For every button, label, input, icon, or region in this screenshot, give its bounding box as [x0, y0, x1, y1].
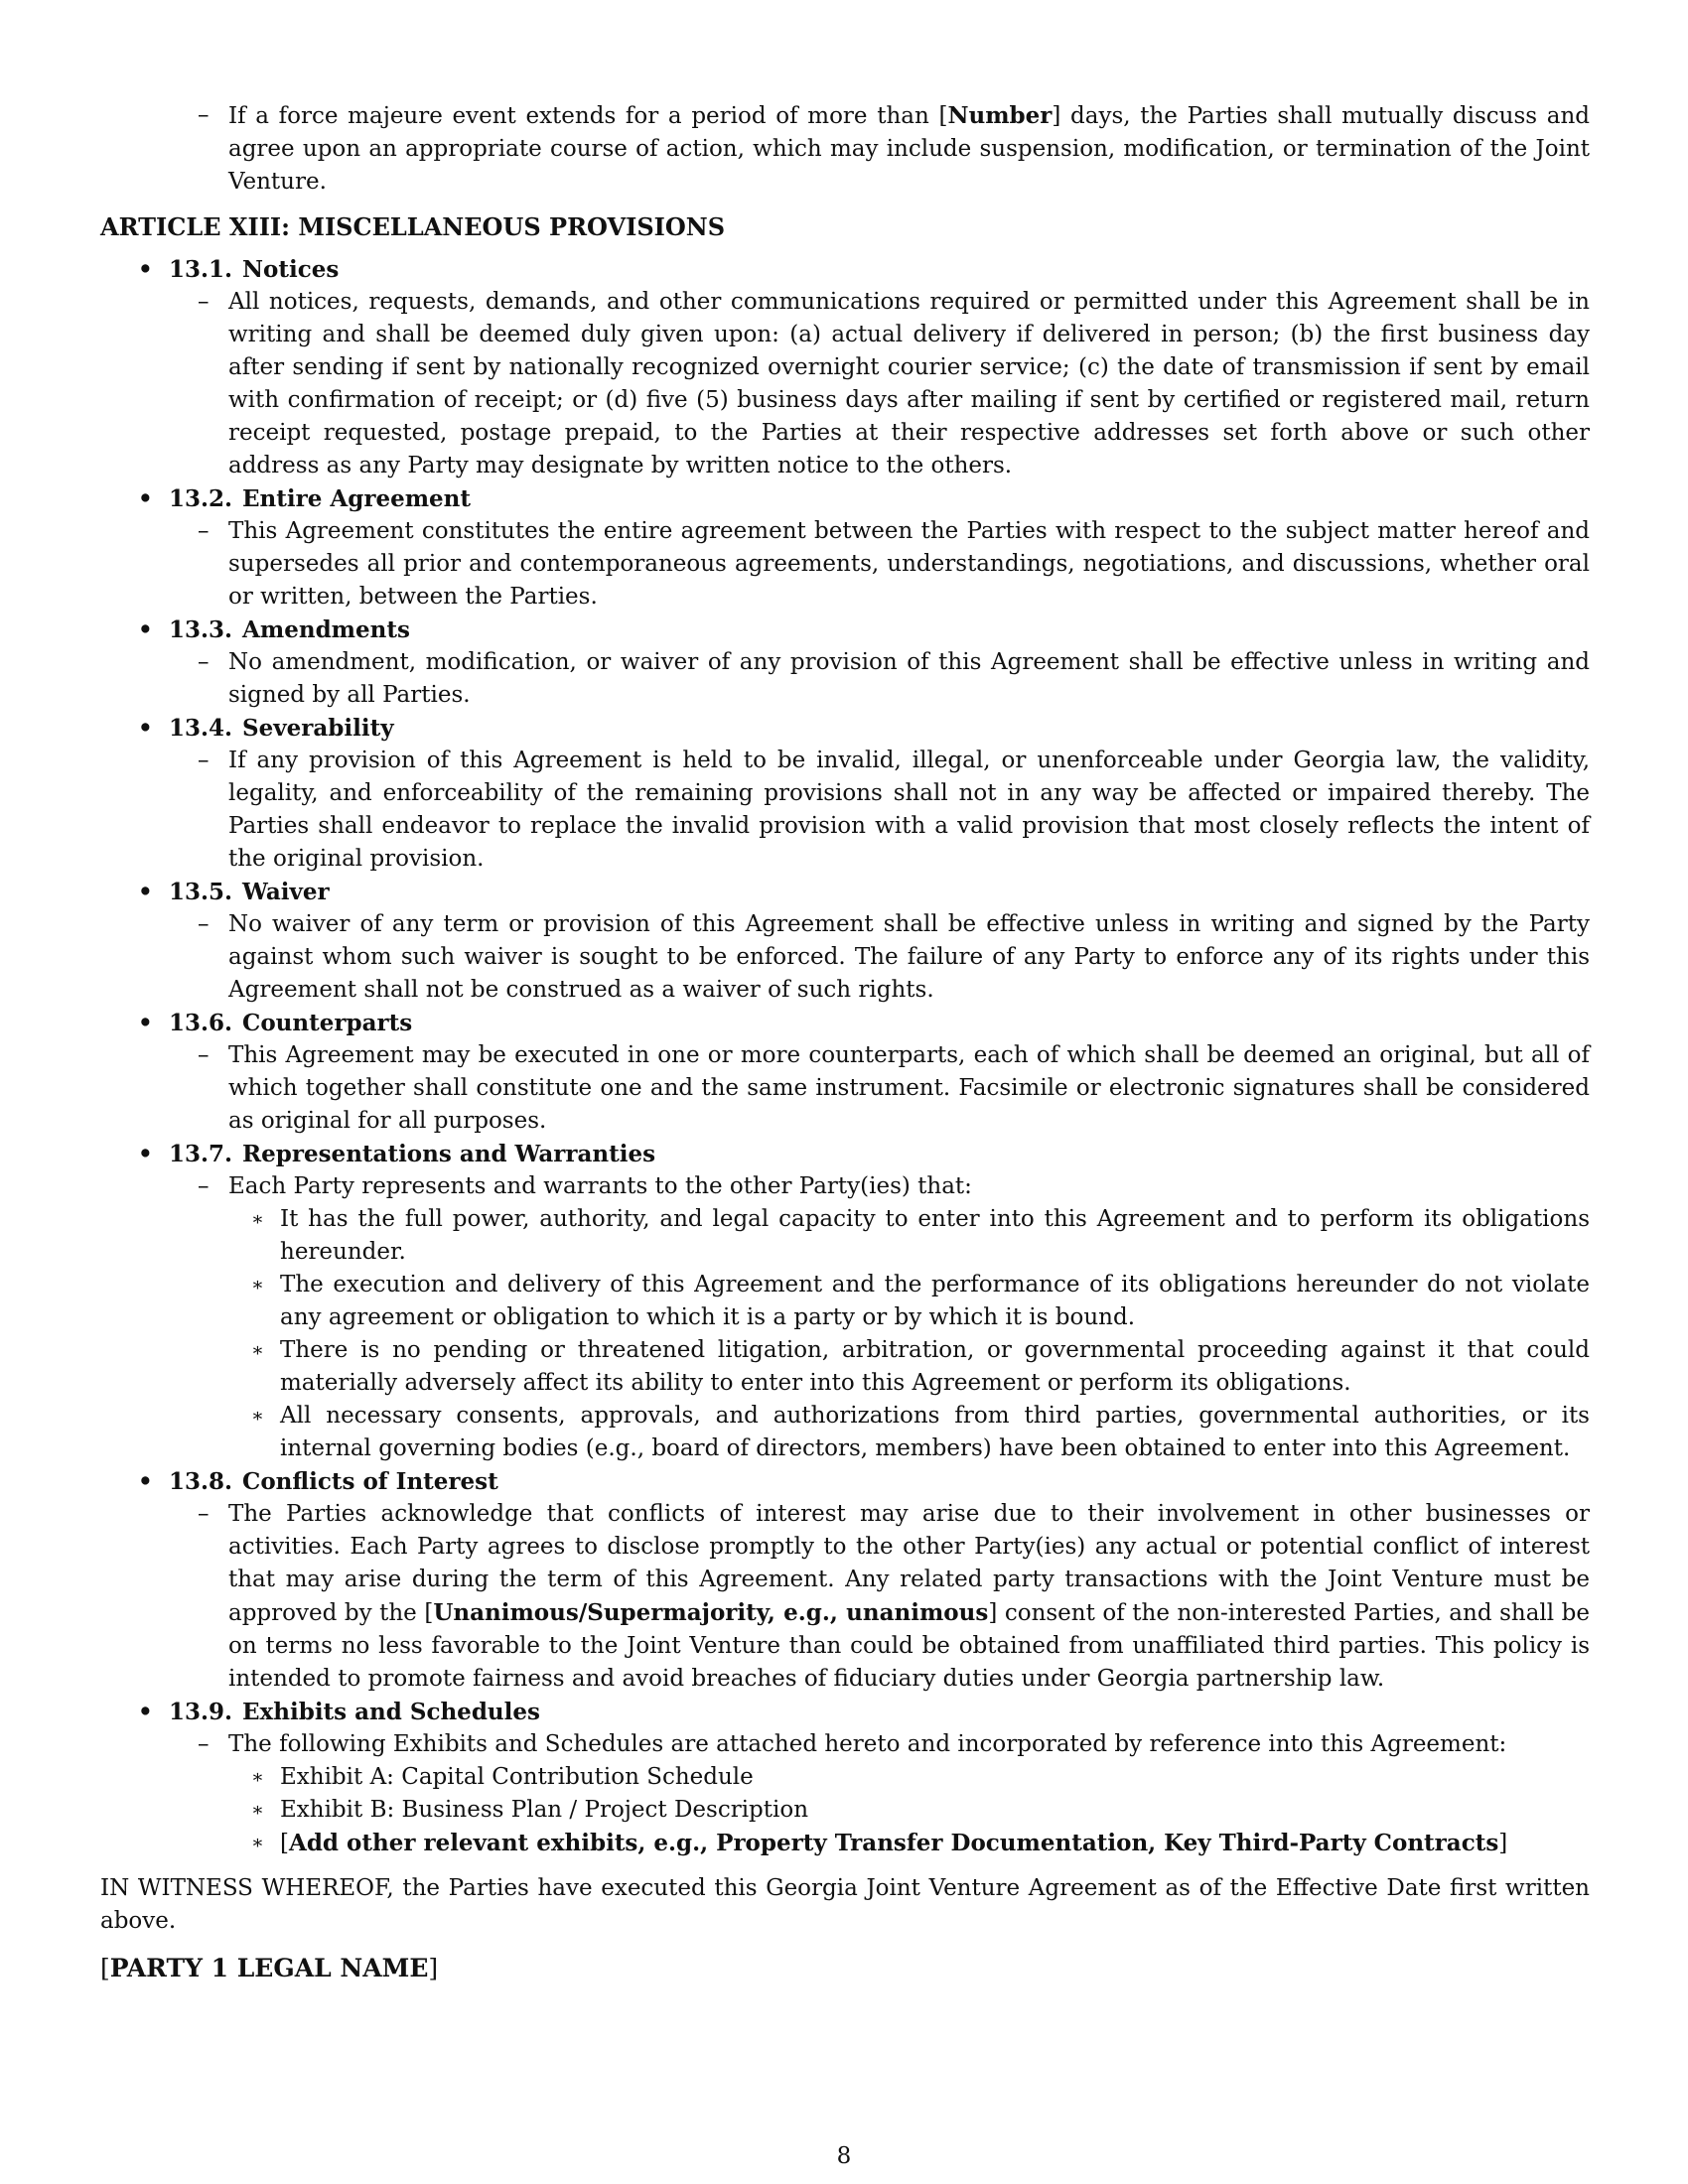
bracket: ] — [988, 1600, 998, 1626]
star-marker: ∗ — [251, 1405, 264, 1427]
bracket: [ — [424, 1600, 434, 1626]
section-number: 13.5. — [169, 879, 233, 905]
section-text-notices — [100, 286, 1590, 482]
list-item — [100, 1334, 1590, 1400]
bullet-marker: • — [138, 1699, 153, 1725]
section-number: 13.4. — [169, 715, 233, 742]
dash-marker: – — [198, 911, 210, 937]
section-heading-severability — [100, 712, 1590, 745]
paragraph: If any provision of this Agreement is held to be invalid, illegal, or unenforceable under Georgia law, the validity, legality, and enforceability of the remaining provisions shall not in any way be affected or impaired thereby. The Parties shall endeavor to replace the invalid provision with a valid provision that most closely reflects the intent of the original provision. — [228, 748, 1590, 872]
star-marker: ∗ — [251, 1208, 264, 1230]
section-number: 13.1. — [169, 256, 233, 283]
exhibit-text: Exhibit A: Capital Contribution Schedule — [280, 1764, 754, 1790]
list-item-text: There is no pending or threatened litigation, arbitration, or governmental proceeding against it that could materially adversely affect its ability to enter into this Agreement or perform its obligations. — [280, 1337, 1590, 1396]
bracket: ] — [428, 1954, 439, 1982]
bracket: [ — [938, 103, 948, 129]
section-number: 13.9. — [169, 1699, 233, 1725]
list-item-text: It has the full power, authority, and legal capacity to enter into this Agreement and to perform its obligations hereunder. — [280, 1206, 1590, 1265]
bullet-marker: • — [138, 1141, 153, 1167]
star-marker: ∗ — [251, 1274, 264, 1296]
section-text-counterparts — [100, 1039, 1590, 1138]
star-marker: ∗ — [251, 1339, 264, 1361]
exhibit-text: Exhibit B: Business Plan / Project Description — [280, 1797, 809, 1823]
section-heading-notices — [100, 253, 1590, 286]
party1-signature-name — [100, 1952, 1590, 1984]
clause-text: If a force majeure event extends for a period of more than — [228, 103, 939, 129]
list-item — [100, 1400, 1590, 1465]
section-text-exhibits — [100, 1728, 1590, 1761]
bullet-marker: • — [138, 879, 153, 905]
witness-clause: IN WITNESS WHEREOF, the Parties have executed this Georgia Joint Venture Agreement as of the Effective Date first written above. — [100, 1875, 1590, 1934]
bullet-marker: • — [138, 1468, 153, 1495]
exhibit-item — [100, 1794, 1590, 1827]
section-heading-waiver — [100, 876, 1590, 908]
section-heading-amendments — [100, 614, 1590, 646]
dash-marker: – — [198, 102, 210, 128]
paragraph: All notices, requests, demands, and other communications required or permitted under this Agreement shall be in writing and shall be deemed duly given upon: (a) actual delivery if delivered in person; (b) the first business day after sending if sent by nationally recognized overnight courier service; (c) the date of transmission if sent by email with confirmation of receipt; or (d) five (5) business days after mailing if sent by certified or registered mail, return receipt requested, postage prepaid, to the Parties at their respective addresses set forth above or such other address as any Party may designate by written notice to the others. — [228, 289, 1590, 478]
paragraph: consent of the non-interested Parties, and shall be on terms no less favorable to the Joint Venture than could be obtained from unaffiliated third parties. This policy is intended to promote fairness and avoid breaches of fiduciary duties under Georgia partnership law. — [228, 1600, 1591, 1692]
placeholder-approval-threshold: Unanimous/Supermajority, e.g., unanimous — [433, 1599, 989, 1626]
force-majeure-clause — [100, 99, 1590, 199]
paragraph: This Agreement may be executed in one or more counterparts, each of which shall be deemed an original, but all of which together shall constitute one and the same instrument. Facsimile or electronic signatures shall be considered as original for all purposes. — [228, 1042, 1590, 1134]
section-heading-representations — [100, 1138, 1590, 1170]
dash-marker: – — [198, 1501, 210, 1527]
bullet-marker: • — [138, 1010, 153, 1036]
list-item — [100, 1269, 1590, 1334]
list-item-text: The execution and delivery of this Agreement and the performance of its obligations hereunder do not violate any agreement or obligation to which it is a party or by which it is bound. — [280, 1272, 1590, 1330]
dash-marker: – — [198, 649, 210, 675]
section-number: 13.3. — [169, 616, 233, 643]
list-item-text: All necessary consents, approvals, and authorizations from third parties, governmental authorities, or its internal governing bodies (e.g., board of directors, members) have been obtained to enter into this Agreement. — [280, 1403, 1590, 1461]
bracket: [ — [100, 1954, 110, 1982]
star-marker: ∗ — [251, 1766, 264, 1788]
section-title: Conflicts of Interest — [242, 1468, 498, 1495]
placeholder-other-exhibits: Add other relevant exhibits, e.g., Property Transfer Documentation, Key Third-Party Contracts — [288, 1830, 1499, 1856]
bullet-marker: • — [138, 485, 153, 512]
star-marker: ∗ — [251, 1832, 264, 1853]
dash-marker: – — [198, 1042, 210, 1068]
bullet-marker: • — [138, 256, 153, 283]
section-title: Waiver — [242, 879, 330, 905]
section-title: Representations and Warranties — [242, 1141, 656, 1167]
bullet-marker: • — [138, 715, 153, 742]
star-marker: ∗ — [251, 1799, 264, 1821]
paragraph: Each Party represents and warrants to the other Party(ies) that: — [228, 1173, 972, 1199]
section-title: Severability — [242, 715, 394, 742]
bracket: [ — [280, 1831, 289, 1856]
section-heading-exhibits — [100, 1696, 1590, 1728]
section-title: Counterparts — [242, 1010, 413, 1036]
section-text-waiver — [100, 908, 1590, 1007]
section-title: Notices — [242, 256, 340, 283]
exhibit-item — [100, 1761, 1590, 1794]
paragraph: The following Exhibits and Schedules are attached hereto and incorporated by reference into this Agreement: — [228, 1731, 1507, 1757]
dash-marker: – — [198, 1731, 210, 1757]
document-page — [100, 99, 1590, 1984]
paragraph: This Agreement constitutes the entire agreement between the Parties with respect to the subject matter hereof and supersedes all prior and contemporaneous agreements, understandings, negotiations, and discussions, whether oral or written, between the Parties. — [228, 518, 1590, 610]
placeholder-party1-name: PARTY 1 LEGAL NAME — [109, 1954, 429, 1982]
section-number: 13.2. — [169, 485, 233, 512]
bullet-marker: • — [138, 616, 153, 643]
dash-marker: – — [198, 518, 210, 544]
section-title: Entire Agreement — [242, 485, 472, 512]
section-text-amendments — [100, 646, 1590, 712]
article-heading: ARTICLE XIII: MISCELLANEOUS PROVISIONS — [100, 212, 726, 241]
section-text-representations — [100, 1170, 1590, 1203]
section-title: Exhibits and Schedules — [242, 1699, 540, 1725]
dash-marker: – — [198, 748, 210, 773]
page-number: 8 — [836, 2143, 852, 2169]
paragraph: The Parties acknowledge that conflicts of interest may arise due to their involvement in other businesses or activities. Each Party agrees to disclose promptly to the other Party(ies) any actual or potential conflict of interest that may arise during the term of this Agreement. Any related party transactions with the Joint Venture must be approved by the — [228, 1501, 1590, 1626]
section-text-entire-agreement — [100, 515, 1590, 614]
bracket: ] — [1052, 103, 1061, 129]
section-heading-entire-agreement — [100, 482, 1590, 515]
dash-marker: – — [198, 289, 210, 315]
list-item — [100, 1203, 1590, 1269]
paragraph: No amendment, modification, or waiver of any provision of this Agreement shall be effective unless in writing and signed by all Parties. — [228, 649, 1590, 708]
section-heading-counterparts — [100, 1007, 1590, 1039]
paragraph: No waiver of any term or provision of this Agreement shall be effective unless in writing and signed by the Party against whom such waiver is sought to be enforced. The failure of any Party to enforce any of its rights under this Agreement shall not be construed as a waiver of such rights. — [228, 911, 1590, 1003]
section-number: 13.6. — [169, 1010, 233, 1036]
section-text-severability — [100, 745, 1590, 876]
bracket: ] — [1498, 1831, 1508, 1856]
dash-marker: – — [198, 1173, 210, 1199]
section-heading-conflicts — [100, 1465, 1590, 1498]
section-number: 13.7. — [169, 1141, 233, 1167]
placeholder-number: Number — [947, 102, 1053, 129]
clause-text: days, the Parties shall mutually discuss and agree upon an appropriate course of action, which may include suspension, modification, or termination of the Joint Venture. — [228, 103, 1590, 195]
section-number: 13.8. — [169, 1468, 233, 1495]
section-text-conflicts — [100, 1498, 1590, 1696]
exhibit-item-placeholder — [100, 1827, 1590, 1860]
section-title: Amendments — [242, 616, 410, 643]
